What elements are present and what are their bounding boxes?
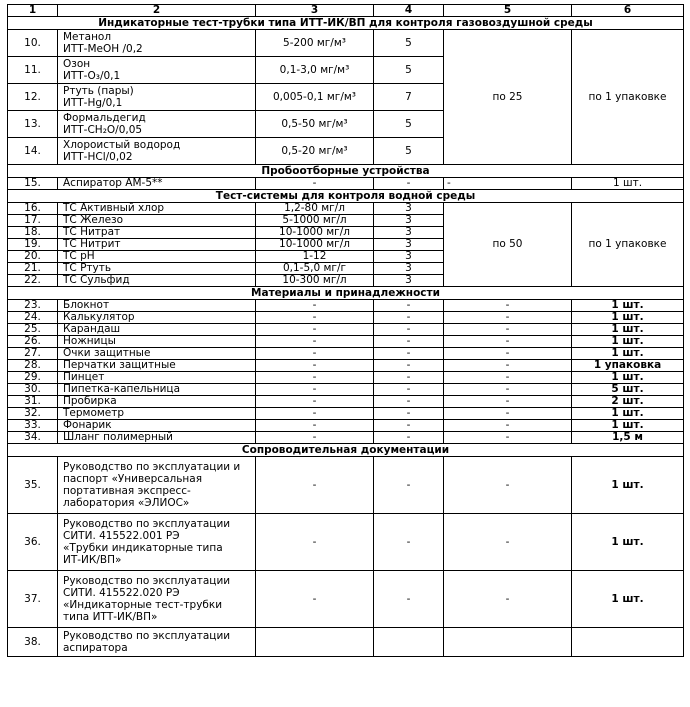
item-name: Шланг полимерный (58, 432, 256, 444)
item-name (58, 138, 256, 165)
pack-count: по 25 (444, 30, 572, 165)
item-name: ТС Ртуть (58, 263, 256, 275)
quantity: 3 (374, 215, 444, 227)
measure-range: - (256, 178, 374, 190)
document-title (58, 457, 256, 514)
quantity: 3 (374, 239, 444, 251)
pack-count: - (444, 178, 572, 190)
row-number: 24. (8, 312, 58, 324)
row-number: 11. (8, 57, 58, 84)
row-number: 13. (8, 111, 58, 138)
document-title-line: лаборатория «ЭЛИОС» (63, 497, 190, 509)
quantity: 3 (374, 275, 444, 287)
item-name-line: Озон (63, 58, 91, 70)
section-title: Тест-системы для контроля водной среды (8, 190, 684, 203)
document-title-line: портативная экспресс- (63, 485, 191, 497)
pack-count: - (444, 300, 572, 312)
measure-range: 1-12 (256, 251, 374, 263)
row-number: 17. (8, 215, 58, 227)
pack-count: по 50 (444, 203, 572, 287)
pack-count: - (444, 312, 572, 324)
document-title-line: типа ИТТ-ИК/ВП» (63, 611, 158, 623)
quantity: 5 (374, 111, 444, 138)
header-cell: 1 (8, 5, 58, 17)
section-title: Сопроводительная документации (8, 444, 684, 457)
measure-range: - (256, 571, 374, 628)
quantity: - (374, 336, 444, 348)
measure-range: - (256, 514, 374, 571)
quantity: - (374, 372, 444, 384)
item-name (58, 57, 256, 84)
table-row (8, 372, 684, 384)
pack-amount (572, 628, 684, 657)
item-name: Пробирка (58, 396, 256, 408)
pack-amount: 1 шт. (572, 372, 684, 384)
table-row (8, 408, 684, 420)
row-number: 38. (8, 628, 58, 657)
pack-count: - (444, 571, 572, 628)
table-row (8, 312, 684, 324)
row-number: 20. (8, 251, 58, 263)
measure-range (256, 628, 374, 657)
document-title (58, 514, 256, 571)
measure-range: - (256, 384, 374, 396)
document-title-line: ИТ-ИК/ВП» (63, 554, 122, 566)
measure-range: 0,1-3,0 мг/м³ (256, 57, 374, 84)
row-number: 19. (8, 239, 58, 251)
item-code-line: ИТТ-HCl/0,02 (63, 151, 133, 163)
pack-amount: 1 шт. (572, 420, 684, 432)
table-row (8, 300, 684, 312)
quantity: - (374, 384, 444, 396)
item-name: Карандаш (58, 324, 256, 336)
measure-range: - (256, 432, 374, 444)
pack-amount: 1 шт. (572, 300, 684, 312)
quantity: - (374, 420, 444, 432)
measure-range: 0,1-5,0 мг/г (256, 263, 374, 275)
document-title (58, 571, 256, 628)
document-title-line: «Индикаторные тест-трубки (63, 599, 223, 611)
header-cell: 5 (444, 5, 572, 17)
table-row (8, 571, 684, 628)
measure-range: 1,2-80 мг/л (256, 203, 374, 215)
pack-count (444, 628, 572, 657)
row-number: 34. (8, 432, 58, 444)
quantity: - (374, 312, 444, 324)
row-number: 27. (8, 348, 58, 360)
row-number: 23. (8, 300, 58, 312)
measure-range: - (256, 300, 374, 312)
document-title-line: «Трубки индикаторные типа (63, 542, 223, 554)
item-name: ТС Железо (58, 215, 256, 227)
pack-count: - (444, 348, 572, 360)
row-number: 31. (8, 396, 58, 408)
quantity: 5 (374, 30, 444, 57)
pack-count: - (444, 324, 572, 336)
quantity: - (374, 300, 444, 312)
document-title-line: СИТИ. 415522.001 РЭ (63, 530, 180, 542)
row-number: 10. (8, 30, 58, 57)
table-row (8, 420, 684, 432)
row-number: 12. (8, 84, 58, 111)
row-number: 22. (8, 275, 58, 287)
quantity: 3 (374, 203, 444, 215)
item-name: Фонарик (58, 420, 256, 432)
quantity: 3 (374, 263, 444, 275)
pack-amount: 1,5 м (572, 432, 684, 444)
section-title: Индикаторные тест-трубки типа ИТТ-ИК/ВП для контроля газовоздушной среды (8, 17, 684, 30)
item-name: ТС Нитрит (58, 239, 256, 251)
row-number: 36. (8, 514, 58, 571)
header-cell: 4 (374, 5, 444, 17)
measure-range: 10-300 мг/л (256, 275, 374, 287)
measure-range: - (256, 348, 374, 360)
item-name: ТС Сульфид (58, 275, 256, 287)
item-name: Термометр (58, 408, 256, 420)
quantity: - (374, 408, 444, 420)
item-name: Пипетка-капельница (58, 384, 256, 396)
pack-count: - (444, 384, 572, 396)
header-cell: 3 (256, 5, 374, 17)
row-number: 15. (8, 178, 58, 190)
table-row (8, 360, 684, 372)
section-title: Пробоотборные устройства (8, 165, 684, 178)
pack-amount: 1 шт. (572, 324, 684, 336)
quantity: - (374, 360, 444, 372)
pack-amount: 1 шт. (572, 336, 684, 348)
quantity: - (374, 457, 444, 514)
measure-range: 5-1000 мг/л (256, 215, 374, 227)
row-number: 14. (8, 138, 58, 165)
section-row (8, 444, 684, 457)
header-cell: 2 (58, 5, 256, 17)
measure-range: - (256, 324, 374, 336)
item-name: Блокнот (58, 300, 256, 312)
quantity: 3 (374, 251, 444, 263)
document-title-line: Руководство по эксплуатации (63, 575, 231, 587)
measure-range: - (256, 396, 374, 408)
pack-count: - (444, 408, 572, 420)
header-cell: 6 (572, 5, 684, 17)
pack-count: - (444, 514, 572, 571)
pack-amount: 2 шт. (572, 396, 684, 408)
row-number: 28. (8, 360, 58, 372)
document-title-line: паспорт «Универсальная (63, 473, 203, 485)
table-row (8, 324, 684, 336)
table-row (8, 396, 684, 408)
pack-amount: 1 шт. (572, 514, 684, 571)
measure-range: 5-200 мг/м³ (256, 30, 374, 57)
section-row (8, 17, 684, 30)
row-number: 18. (8, 227, 58, 239)
row-number: 32. (8, 408, 58, 420)
pack-amount: 1 шт. (572, 178, 684, 190)
pack-amount: 5 шт. (572, 384, 684, 396)
item-name-line: Формальдегид (63, 112, 146, 124)
section-title: Материалы и принадлежности (8, 287, 684, 300)
header-row (8, 5, 684, 17)
quantity: - (374, 571, 444, 628)
pack-amount: 1 шт. (572, 312, 684, 324)
item-code-line: ИТТ-Hg/0,1 (63, 97, 123, 109)
item-name: Пинцет (58, 372, 256, 384)
quantity: - (374, 178, 444, 190)
document-title-line: СИТИ. 415522.020 РЭ (63, 587, 180, 599)
table-row (8, 628, 684, 657)
item-name: ТС Нитрат (58, 227, 256, 239)
pack-amount: по 1 упаковке (572, 203, 684, 287)
quantity: 7 (374, 84, 444, 111)
row-number: 35. (8, 457, 58, 514)
table-row (8, 432, 684, 444)
table-row (8, 178, 684, 190)
item-name-line: Метанол (63, 31, 112, 43)
pack-count: - (444, 372, 572, 384)
pack-amount: 1 шт. (572, 408, 684, 420)
item-name (58, 30, 256, 57)
measure-range: - (256, 336, 374, 348)
document-title-line: Руководство по эксплуатации (63, 518, 231, 530)
table-row (8, 348, 684, 360)
pack-amount: 1 упаковка (572, 360, 684, 372)
pack-amount: 1 шт. (572, 457, 684, 514)
row-number: 26. (8, 336, 58, 348)
item-name-line: Хлороистый водород (63, 139, 181, 151)
table-row (8, 203, 684, 215)
measure-range: - (256, 457, 374, 514)
section-row (8, 190, 684, 203)
quantity: 5 (374, 57, 444, 84)
item-name: ТС Активный хлор (58, 203, 256, 215)
section-row (8, 287, 684, 300)
pack-count: - (444, 420, 572, 432)
item-name: ТС рН (58, 251, 256, 263)
table-row (8, 336, 684, 348)
item-code-line: ИТТ-О₃/0,1 (63, 70, 121, 82)
quantity: - (374, 514, 444, 571)
table-row (8, 514, 684, 571)
pack-count: - (444, 396, 572, 408)
document-title-line: Руководство по эксплуатации и (63, 461, 241, 473)
pack-amount: по 1 упаковке (572, 30, 684, 165)
row-number: 29. (8, 372, 58, 384)
table-row (8, 457, 684, 514)
row-number: 25. (8, 324, 58, 336)
measure-range: 10-1000 мг/л (256, 239, 374, 251)
pack-amount: 1 шт. (572, 571, 684, 628)
document-title-line: аспиратора (63, 642, 128, 654)
measure-range: - (256, 372, 374, 384)
inventory-table (7, 4, 684, 657)
table-row (8, 384, 684, 396)
item-name (58, 84, 256, 111)
item-code-line: ИТТ-МеОН /0,2 (63, 43, 143, 55)
measure-range: 0,005-0,1 мг/м³ (256, 84, 374, 111)
pack-count: - (444, 457, 572, 514)
pack-amount: 1 шт. (572, 348, 684, 360)
pack-count: - (444, 336, 572, 348)
quantity: 3 (374, 227, 444, 239)
row-number: 37. (8, 571, 58, 628)
item-name: Аспиратор АМ-5** (58, 178, 256, 190)
item-name: Перчатки защитные (58, 360, 256, 372)
row-number: 21. (8, 263, 58, 275)
pack-count: - (444, 360, 572, 372)
measure-range: 0,5-50 мг/м³ (256, 111, 374, 138)
pack-count: - (444, 432, 572, 444)
document-title-line: Руководство по эксплуатации (63, 630, 231, 642)
row-number: 16. (8, 203, 58, 215)
item-name-line: Ртуть (пары) (63, 85, 134, 97)
quantity: - (374, 432, 444, 444)
row-number: 30. (8, 384, 58, 396)
quantity: - (374, 324, 444, 336)
measure-range: - (256, 312, 374, 324)
measure-range: - (256, 420, 374, 432)
item-name: Калькулятор (58, 312, 256, 324)
row-number: 33. (8, 420, 58, 432)
quantity: 5 (374, 138, 444, 165)
measure-range: - (256, 408, 374, 420)
document-title (58, 628, 256, 657)
item-name: Очки защитные (58, 348, 256, 360)
item-code-line: ИТТ-СН₂О/0,05 (63, 124, 143, 136)
item-name: Ножницы (58, 336, 256, 348)
quantity: - (374, 348, 444, 360)
measure-range: 0,5-20 мг/м³ (256, 138, 374, 165)
measure-range: - (256, 360, 374, 372)
measure-range: 10-1000 мг/л (256, 227, 374, 239)
item-name (58, 111, 256, 138)
section-row (8, 165, 684, 178)
table-row (8, 30, 684, 57)
quantity (374, 628, 444, 657)
quantity: - (374, 396, 444, 408)
